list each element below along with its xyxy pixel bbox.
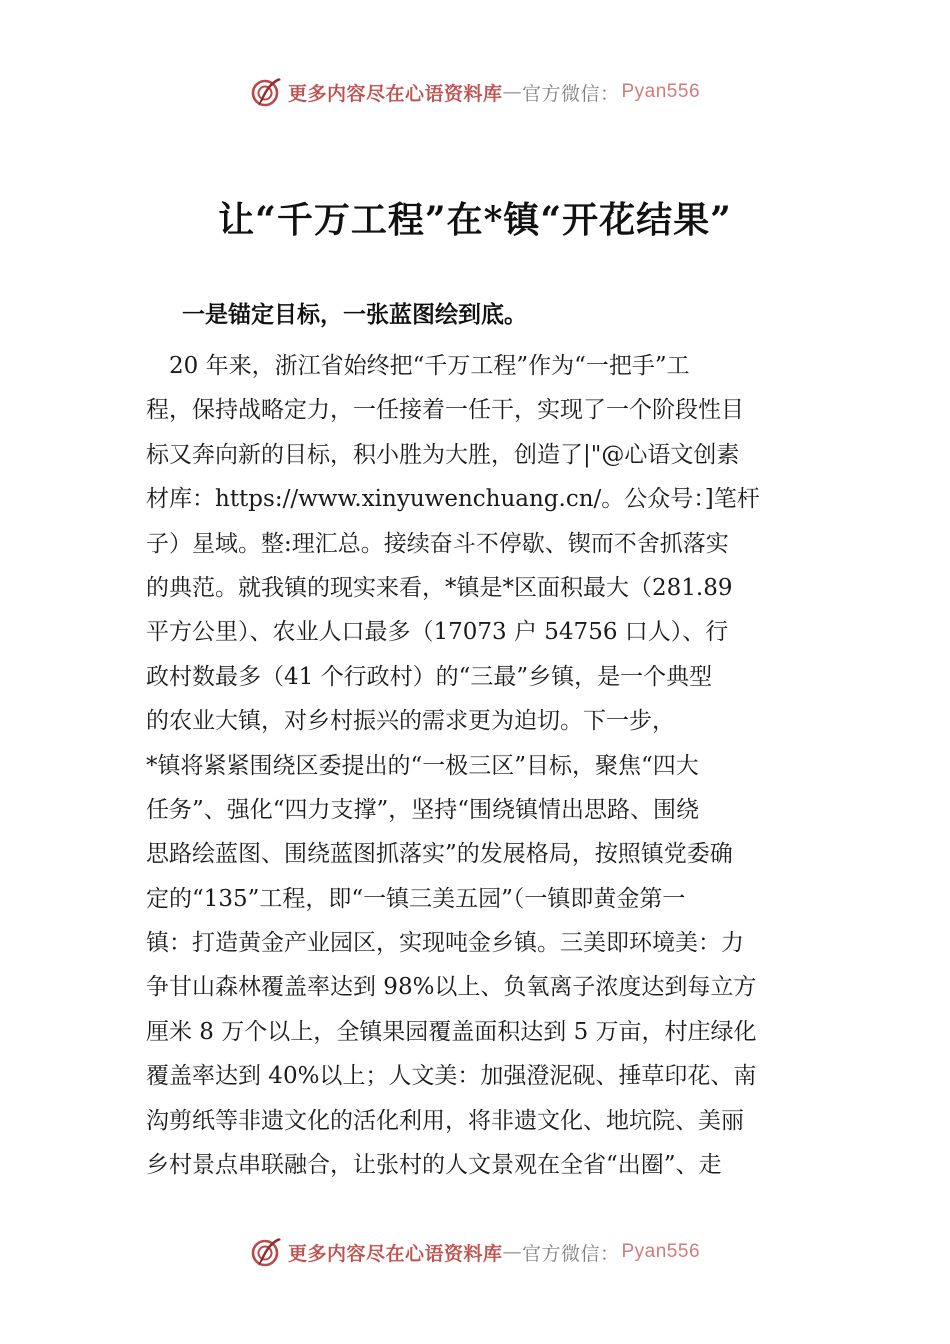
body-line: 子）星域。整:理汇总。接续奋斗不停歇、锲而不舍抓落实: [146, 530, 729, 557]
banner-brand-text: 更多内容尽在心语资料库: [287, 82, 503, 105]
header-banner: [0, 72, 950, 112]
body-line: 程，保持战略定力，一任接着一任干，实现了一个阶段性目: [146, 397, 744, 424]
body-line: 争甘山森林覆盖率达到 98%以上、负氧离子浓度达到每立方: [146, 974, 757, 1001]
section-heading: 一是锚定目标，一张蓝图绘到底。: [182, 302, 527, 328]
body-line: 覆盖率达到 40%以上；人文美：加强澄泥砚、捶草印花、南: [146, 1063, 757, 1090]
body-line: 沟剪纸等非遗文化的活化利用，将非遗文化、地坑院、美丽: [146, 1107, 744, 1134]
banner-contact-label: 官方微信：: [521, 82, 620, 105]
body-line: 镇：打造黄金产业园区，实现吨金乡镇。三美即环境美：力: [146, 930, 744, 957]
banner-contact-id: Pyan556: [621, 1241, 701, 1262]
footer-banner: [0, 1232, 950, 1272]
body-line: 标又奔向新的目标，积小胜为大胜，创造了|"@心语文创素: [146, 441, 740, 468]
body-line: 平方公里）、农业人口最多（17073 户 54756 口人）、行: [146, 619, 729, 646]
banner-dash: —: [502, 1241, 522, 1263]
banner-brand-text: 更多内容尽在心语资料库: [287, 1242, 503, 1265]
body-line: 乡村景点串联融合，让张村的人文景观在全省“出圈”、走: [146, 1152, 722, 1179]
body-line: 政村数最多（41 个行政村）的“三最”乡镇，是一个典型: [146, 663, 713, 690]
body-paragraph: [146, 344, 812, 1187]
body-line: 定的“135”工程，即“一镇三美五园”（一镇即黄金第一: [146, 885, 686, 912]
banner-dash: —: [502, 81, 522, 103]
body-line: 材库：https://www.xinyuwenchuang.cn/。公众号：]笔杆: [146, 486, 760, 513]
page-title: 让“千万工程”在*镇“开花结果”: [218, 199, 732, 241]
body-line: 的农业大镇，对乡村振兴的需求更为迫切。下一步，: [146, 708, 675, 735]
body-line: *镇将紧紧围绕区委提出的“一极三区”目标，聚焦“四大: [146, 752, 699, 779]
body-line: 厘米 8 万个以上，全镇果园覆盖面积达到 5 万亩，村庄绿化: [146, 1018, 757, 1045]
body-line: 任务”、强化“四力支撑”，坚持“围绕镇情出思路、围绕: [146, 796, 700, 823]
banner-contact-id: Pyan556: [621, 81, 701, 102]
banner-contact-label: 官方微信：: [521, 1242, 620, 1265]
feather-quill-icon: [250, 75, 284, 109]
feather-quill-icon: [250, 1235, 284, 1269]
body-line: 20 年来，浙江省始终把“千万工程”作为“一把手”工: [146, 353, 690, 379]
body-line: 思路绘蓝图、围绕蓝图抓落实”的发展格局，按照镇党委确: [146, 841, 733, 868]
body-line: 的典范。就我镇的现实来看，*镇是*区面积最大（281.89: [146, 574, 733, 601]
